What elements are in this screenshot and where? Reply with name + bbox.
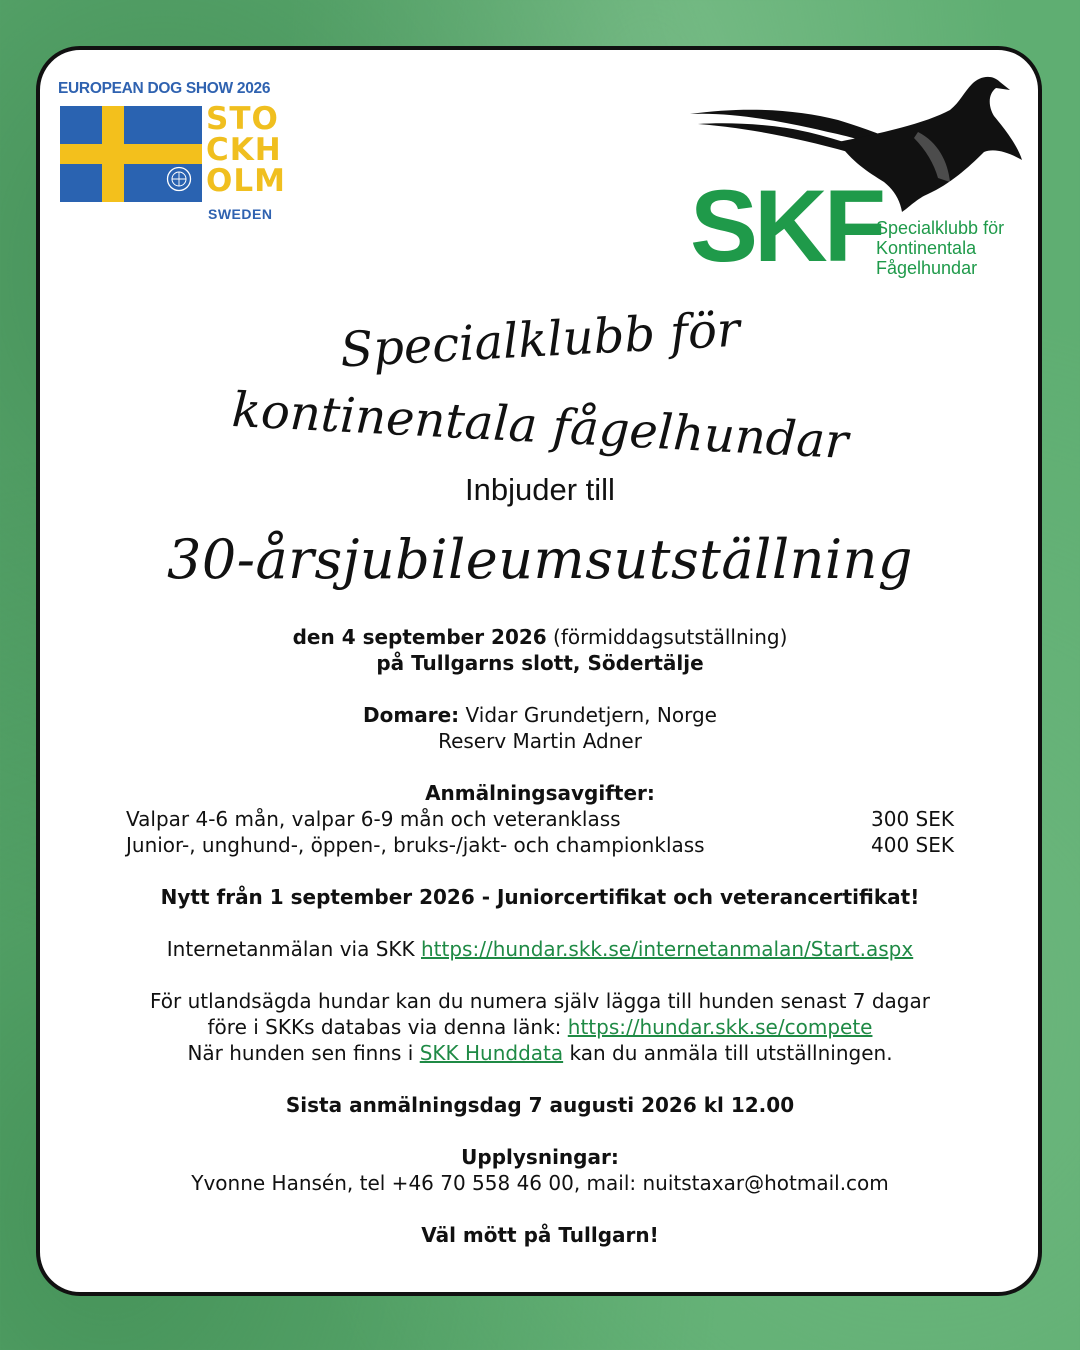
info-heading: Upplysningar: (461, 1145, 619, 1169)
heading-line-1: Specialklubb för (338, 301, 742, 379)
closing-line: Väl mött på Tullgarn! (421, 1223, 659, 1247)
european-dog-show-logo (58, 80, 288, 230)
swedish-flag (60, 106, 202, 202)
foreign-dogs-line-2: före i SKKs databas via denna länk: https://hundar.skk.se/compete (207, 1015, 873, 1039)
fee-row: Valpar 4-6 mån, valpar 6-9 mån och veteranklass 300 SEK (126, 807, 954, 831)
registration-deadline: Sista anmälningsdag 7 augusti 2026 kl 12.00 (285, 1093, 795, 1117)
compete-link[interactable]: https://hundar.skk.se/compete (567, 1015, 873, 1039)
registration-link[interactable]: https://hundar.skk.se/internetanmalan/Start.aspx (421, 937, 914, 961)
event-venue: på Tullgarns slott, Södertälje (376, 651, 704, 675)
reserve-judge: Reserv Martin Adner (438, 729, 642, 753)
hunddata-link[interactable]: SKK Hunddata (419, 1041, 564, 1065)
foreign-dogs-line-3: När hunden sen finns i SKK Hunddata kan du anmäla till utställningen. (187, 1041, 893, 1065)
skf-club-name: Specialklubb för Kontinentala Fågelhundar (876, 218, 1005, 278)
fee-row: Junior-, unghund-, öppen-, bruks-/jakt- och championklass 400 SEK (126, 833, 954, 857)
eds-title: EUROPEAN DOG SHOW 2026 (58, 80, 271, 97)
foreign-dogs-line-1: För utlandsägda hundar kan du numera själv lägga till hunden senast 7 dagar (150, 989, 930, 1013)
event-date: den 4 september 2026 (förmiddagsutställning) (292, 625, 788, 649)
city-line: OLM (206, 163, 286, 199)
invite-text: Inbjuder till (465, 472, 615, 507)
event-details (90, 624, 990, 1248)
stockholm-wordmark (206, 101, 286, 199)
fci-emblem-icon (166, 166, 192, 192)
news-line: Nytt från 1 september 2026 - Juniorcertifikat och veterancertifikat! (160, 885, 920, 909)
city-line: STO (206, 101, 279, 137)
judge-line: Domare: Vidar Grundetjern, Norge (363, 703, 717, 727)
fees-heading: Anmälningsavgifter: (425, 781, 655, 805)
city-line: CKH (206, 132, 282, 168)
contact-line: Yvonne Hansén, tel +46 70 558 46 00, mail: nuitstaxar@hotmail.com (191, 1171, 889, 1195)
skf-abbreviation: SKF (690, 169, 882, 283)
event-title: 30-årsjubileumsutställning (167, 528, 913, 591)
online-registration: Internetanmälan via SKK https://hundar.skk.se/internetanmalan/Start.aspx (166, 937, 914, 961)
heading-line-2: kontinentala fågelhundar (230, 381, 850, 471)
eds-country: SWEDEN (208, 206, 273, 222)
